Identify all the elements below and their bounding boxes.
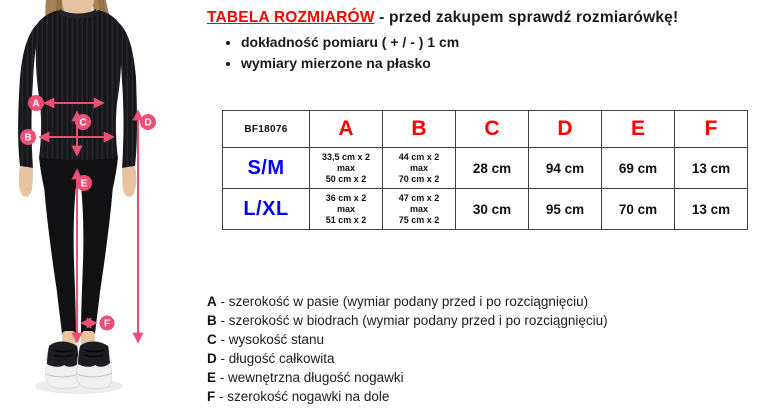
cell-sm-e: 69 cm bbox=[602, 148, 675, 189]
legend-item-e bbox=[207, 368, 608, 387]
note-item: • dokładność pomiaru ( + / - ) 1 cm bbox=[241, 34, 763, 51]
column-header-b: B bbox=[383, 111, 456, 148]
measure-marker-c bbox=[75, 114, 91, 130]
legend-letter: D bbox=[207, 351, 217, 366]
cell-lxl-e: 70 cm bbox=[602, 189, 675, 230]
measurement-legend bbox=[207, 292, 608, 406]
measure-marker-f bbox=[100, 316, 115, 331]
page-title-suffix: - przed zakupem sprawdź rozmiarówkę! bbox=[374, 9, 679, 26]
legend-item-c bbox=[207, 330, 608, 349]
legend-separator: - bbox=[216, 351, 229, 366]
legend-desc: długość całkowita bbox=[228, 351, 335, 366]
legend-item-f bbox=[207, 387, 608, 406]
measure-marker-b bbox=[20, 129, 36, 145]
table-row-lxl bbox=[223, 189, 748, 230]
cell-lxl-f: 13 cm bbox=[675, 189, 748, 230]
header bbox=[207, 9, 763, 76]
svg-text:B: B bbox=[24, 132, 32, 144]
svg-text:A: A bbox=[32, 98, 40, 110]
size-label-sm: S/M bbox=[223, 148, 310, 189]
legend-letter: E bbox=[207, 370, 217, 385]
legend-item-b bbox=[207, 311, 608, 330]
cell-sm-c: 28 cm bbox=[456, 148, 529, 189]
page-title bbox=[207, 9, 763, 27]
size-table bbox=[222, 110, 748, 230]
model-photo bbox=[0, 0, 200, 413]
legend-desc: wewnętrzna długość nogawki bbox=[228, 370, 404, 385]
column-header-d: D bbox=[529, 111, 602, 148]
svg-text:E: E bbox=[80, 178, 88, 190]
page-title-highlight: TABELA ROZMIARÓW bbox=[207, 9, 375, 26]
note-item: • wymiary mierzone na płasko bbox=[241, 55, 763, 72]
cell-lxl-c: 30 cm bbox=[456, 189, 529, 230]
svg-text:D: D bbox=[144, 117, 152, 129]
column-header-e: E bbox=[602, 111, 675, 148]
legend-letter: A bbox=[207, 294, 217, 309]
legend-item-a bbox=[207, 292, 608, 311]
svg-text:F: F bbox=[103, 318, 111, 330]
cell-lxl-b: 47 cm x 2 max 75 cm x 2 bbox=[383, 189, 456, 230]
model-sneakers bbox=[45, 342, 112, 389]
cell-lxl-d: 95 cm bbox=[529, 189, 602, 230]
measure-marker-d bbox=[140, 114, 156, 130]
legend-letter: B bbox=[207, 313, 217, 328]
cell-sm-d: 94 cm bbox=[529, 148, 602, 189]
legend-item-d bbox=[207, 349, 608, 368]
column-header-a: A bbox=[310, 111, 383, 148]
column-header-c: C bbox=[456, 111, 529, 148]
notes-list bbox=[207, 34, 763, 72]
legend-desc: szerokość nogawki na dole bbox=[227, 389, 390, 404]
measure-marker-e bbox=[76, 175, 92, 191]
legend-desc: szerokość w biodrach (wymiar podany przed i po rozciągnięciu) bbox=[228, 313, 608, 328]
cell-sm-f: 13 cm bbox=[675, 148, 748, 189]
legend-separator: - bbox=[216, 332, 229, 347]
legend-desc: wysokość stanu bbox=[228, 332, 325, 347]
svg-text:C: C bbox=[79, 117, 87, 129]
legend-separator: - bbox=[216, 294, 229, 309]
legend-letter: F bbox=[207, 389, 216, 404]
legend-desc: szerokość w pasie (wymiar podany przed i po rozciągnięciu) bbox=[228, 294, 589, 309]
legend-letter: C bbox=[207, 332, 217, 347]
cell-lxl-a: 36 cm x 2 max 51 cm x 2 bbox=[310, 189, 383, 230]
legend-separator: - bbox=[216, 370, 229, 385]
cell-sm-b: 44 cm x 2 max 70 cm x 2 bbox=[383, 148, 456, 189]
measure-marker-a bbox=[28, 95, 44, 111]
table-row-sm bbox=[223, 148, 748, 189]
product-code-cell: BF18076 bbox=[223, 111, 310, 148]
legend-separator: - bbox=[215, 389, 228, 404]
model-figure-illustration bbox=[0, 0, 200, 413]
column-header-f: F bbox=[675, 111, 748, 148]
legend-separator: - bbox=[216, 313, 229, 328]
size-label-lxl: L/XL bbox=[223, 189, 310, 230]
size-table-header-row bbox=[223, 111, 748, 148]
cell-sm-a: 33,5 cm x 2 max 50 cm x 2 bbox=[310, 148, 383, 189]
